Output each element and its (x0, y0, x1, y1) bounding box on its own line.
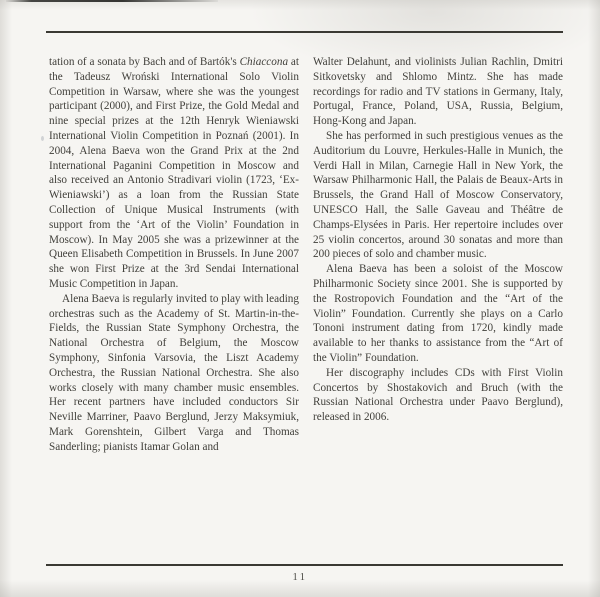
top-rule (46, 31, 563, 33)
paragraph-venues: She has performed in such prestigious venues as the Auditorium du Louvre, Herkules-Halle in Munich, the Verdi Hall in Milan, Carnegie Hall in New York, the Warsaw Philharmonic Hall, the Palais de Beaux-Arts in Brussels, the Grand Hall of Moscow Conservatory, UNESCO Hall, the Salle Gaveau and Théâtre de Champs-Elysées in Paris. Her repertoire includes over 25 violin concertos, around 30 sonatas and more than 200 pieces of solo and chamber music. (313, 129, 563, 261)
right-column (313, 55, 563, 455)
work-title-italic: Chiaccona (239, 56, 289, 68)
bottom-rule (46, 564, 563, 566)
paragraph-text: at the Tadeusz Wroński International Solo Violin Competition in Warsaw, where she was the youngest participant (2000), and First Prize, the Gold Medal and nine special prizes at the 12th Henryk Wieniawski International Violin Competition in Poznań (2001). In 2004, Alena Baeva won the Grand Prix at the 2nd International Paganini Competition in Moscow and also received an Antonio Stradivari violin (1723, ‘Ex-Wieniawski’) as a loan from the Russian State Collection of Unique Musical Instruments (with support from the ‘Art of the Violin’ Foundation in Moscow). In May 2005 she was a prizewinner at the Queen Elisabeth Competition in Brussels. In June 2007 she won First Prize at the 3rd Sendai International Music Competition in Japan. (49, 56, 299, 290)
paragraph-discography: Her discography includes CDs with First Violin Concertos by Shostakovich and Bruch (with the Russian National Orchestra under Paavo Berglund), released in 2006. (313, 366, 563, 424)
paragraph-recordings: Walter Delahunt, and violinists Julian Rachlin, Dmitri Sitkovetsky and Shlomo Mintz. She has made recordings for radio and TV stations in Germany, Italy, Portugal, France, Poland, USA, Russia, Belgium, Hong-Kong and Japan. (313, 56, 563, 128)
scan-speck (41, 136, 44, 141)
scan-artifact-top-edge (6, 0, 218, 2)
left-column (49, 55, 299, 455)
paragraph-biography-continued (49, 55, 299, 292)
paragraph-soloist: Alena Baeva has been a soloist of the Moscow Philharmonic Society since 2001. She is supported by the Rostropovich Foundation and the “Art of the Violin” Foundation. Currently she plays on a Carlo Tononi instrument dating from 1720, kindly made available to her thanks to assistance from the “Art of the Violin” Foundation. (313, 263, 563, 364)
paragraph-orchestras: Alena Baeva is regularly invited to play with leading orchestras such as the Academy of St. Martin-in-the-Fields, the Russian State Symphony Orchestra, the National Orchestra of Belgium, the Moscow Symphony, Sinfonia Varsovia, the Liszt Academy Orchestra, the Russian National Orchestra. She also works closely with many chamber music ensembles. Her recent partners have included conductors Sir Neville Marriner, Paavo Berglund, Jerzy Maksymiuk, Mark Gorenshtein, Gilbert Varga and Thomas Sanderling; pianists Itamar Golan and (49, 292, 299, 453)
text-columns (49, 55, 563, 455)
paragraph-text: tation of a sonata by Bach and of Bartók's (49, 56, 240, 68)
page-number: 11 (292, 572, 308, 583)
